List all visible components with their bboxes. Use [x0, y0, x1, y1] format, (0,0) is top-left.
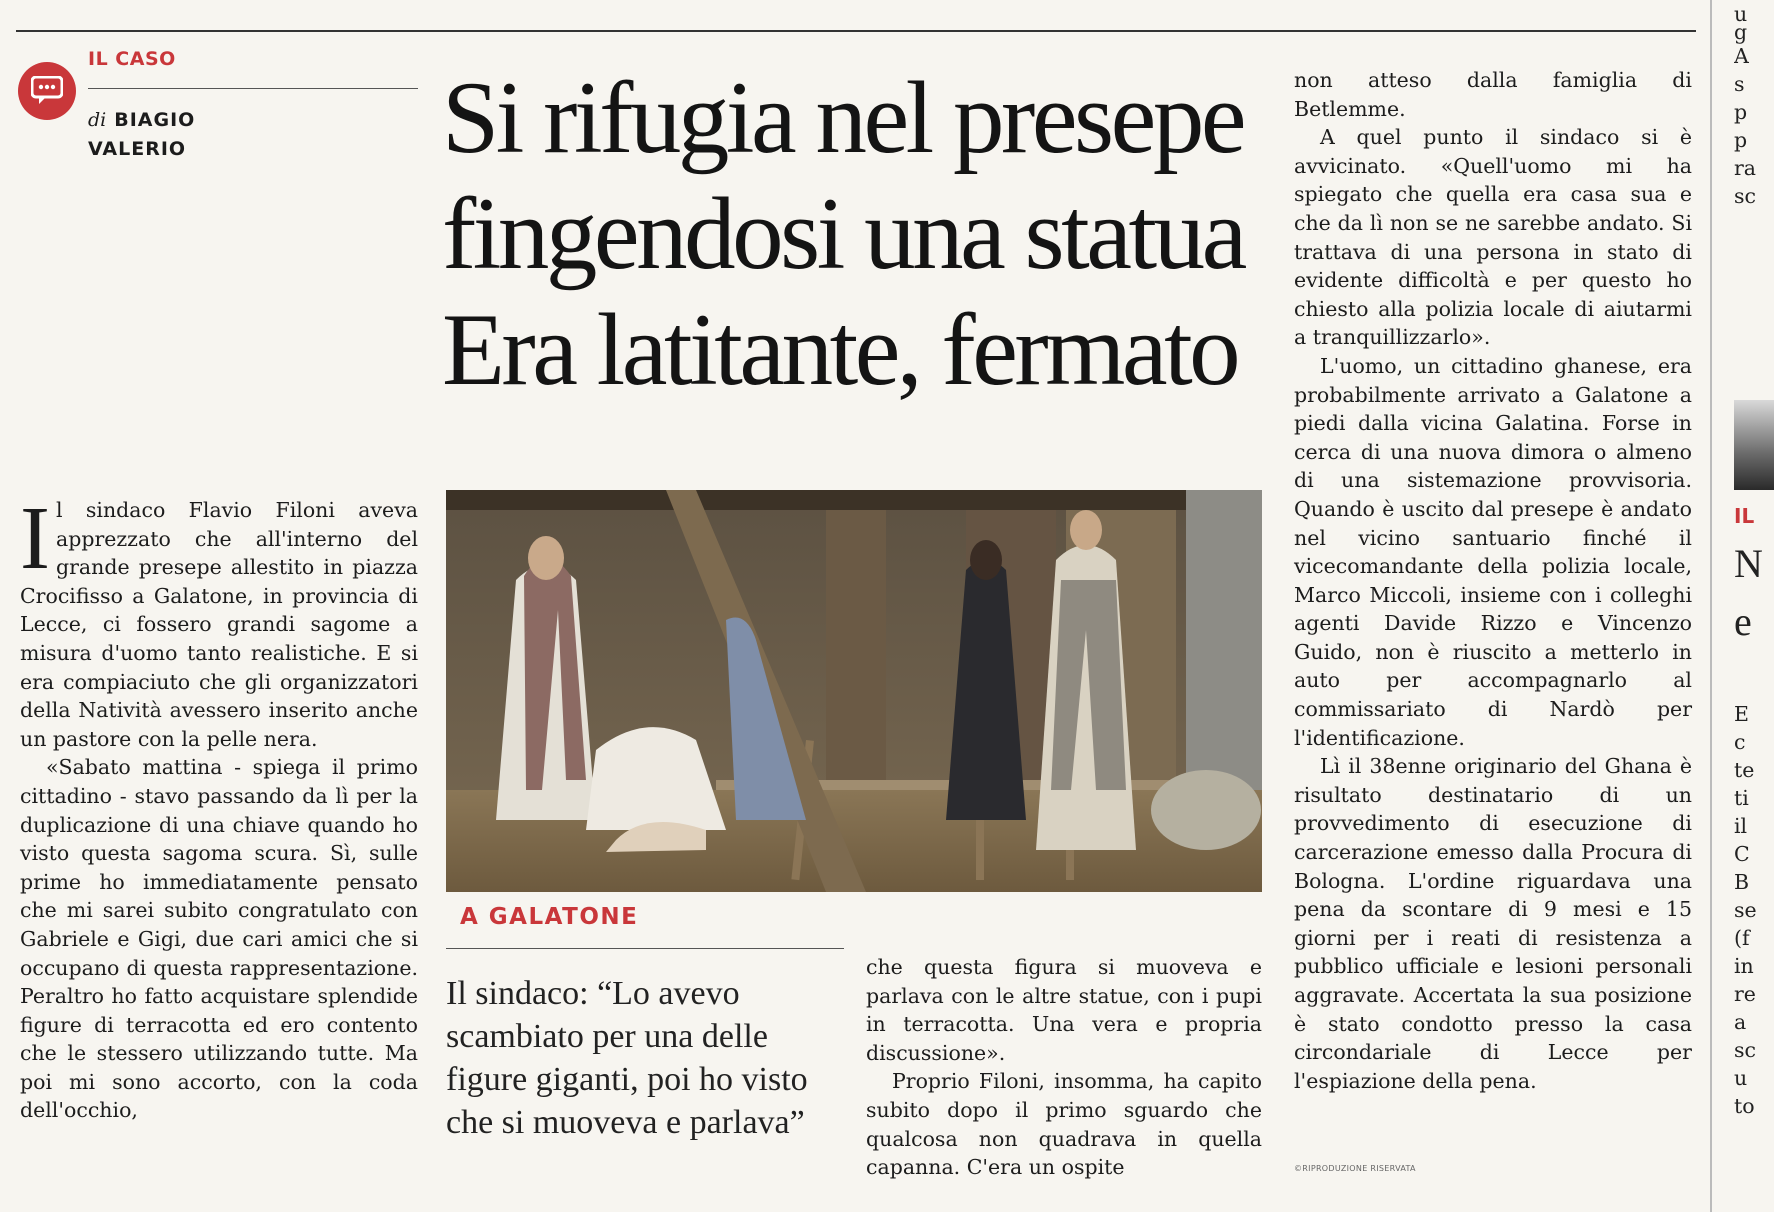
pull-quote: Il sindaco: “Lo avevo scambiato per una delle figure giganti, poi ho visto che si muoveva e parlava” — [446, 975, 808, 1141]
neighbor-text: (f — [1734, 926, 1750, 950]
neighbor-text: C — [1734, 842, 1750, 866]
neighbor-text: ra — [1734, 156, 1757, 180]
neighbor-text: re — [1734, 982, 1756, 1006]
headline-line-1: Si rifugia nel presepe — [442, 61, 1244, 175]
article-column-3 — [866, 953, 1262, 1182]
paragraph: L'uomo, un cittadino ghanese, era probabilmente arrivato a Galatone a piedi dalla vicina Galatina. Forse in cerca di una nuova dimora o almeno di una sistemazione provvisoria. Quando è uscito dal presepe è andato nel vicino santuario finché il vicecomandante della polizia locale, Marco Miccoli, insieme con i colleghi agenti Davide Rizzo e Vincenzo Guido, non è riuscito a metterlo in auto per accompagnarlo al commissariato di Nardò per l'identificazione. — [1294, 353, 1692, 750]
copyright-credit: ©RIPRODUZIONE RISERVATA — [1294, 1164, 1416, 1173]
paragraph: «Sabato mattina - spiega il primo cittadino - stavo passando da lì per la duplicazione di una chiave quando ho visto questa sagoma scura. Sì, sulle prime ho immediatamente pensato che mi sarei subito congratulato con Gabriele e Gigi, due cari amici che si occupano di questa rappresentazione. Peraltro ho fatto acquistare splendide figure di terracotta ed ero contento che le stessero utilizzando tutte. Ma poi mi sono accorto, con la coda dell'occhio, — [20, 755, 418, 1123]
column-divider — [1710, 0, 1712, 1212]
article-column-4 — [1294, 66, 1692, 1095]
neighbor-text: s — [1734, 72, 1745, 96]
neighbor-kicker: IL — [1734, 504, 1755, 528]
neighbor-text: sc — [1734, 1038, 1757, 1062]
caption-rule — [446, 948, 844, 949]
nativity-scene-photo — [446, 490, 1262, 892]
neighbor-text: te — [1734, 758, 1755, 782]
neighbor-text: in — [1734, 954, 1754, 978]
neighbor-text: A — [1734, 44, 1749, 68]
neighbor-text: E — [1734, 702, 1749, 726]
neighbor-text: il — [1734, 814, 1748, 838]
paragraph — [20, 489, 418, 753]
headline-line-2: fingendosi una statua — [442, 177, 1244, 291]
top-rule — [16, 30, 1696, 32]
photo-location-label: A GALATONE — [460, 904, 639, 930]
speech-bubble-icon — [18, 62, 76, 120]
neighbor-text: c — [1734, 730, 1746, 754]
section-kicker: IL CASO — [88, 48, 176, 70]
drop-cap: I — [20, 489, 50, 588]
headline-line-3: Era latitante, fermato — [442, 293, 1238, 407]
byline — [88, 106, 195, 164]
neighbor-text: to — [1734, 1094, 1755, 1118]
neighbor-headline: e — [1734, 599, 1752, 644]
paragraph-text: l sindaco Flavio Filoni aveva apprezzato che all'interno del grande presepe allestito in piazza Crocifisso a Galatone, in provincia di Lecce, ci fossero grandi sagome a misura d'uomo tanto realistiche. E si era compiaciuto che gli organizzatori della Natività avessero inserito anche un pastore con la pelle nera. — [20, 498, 418, 751]
neighbor-headline: N — [1734, 541, 1763, 586]
article-column-1 — [20, 489, 418, 1125]
paragraph: Proprio Filoni, insomma, ha capito subito dopo il primo sguardo che qualcosa non quadrava in quella capanna. C'era un ospite — [866, 1069, 1262, 1180]
byline-first-name: BIAGIO — [114, 109, 196, 131]
neighbor-text: p — [1734, 100, 1748, 124]
paragraph: che questa figura si muoveva e parlava con le altre statue, con i pupi in terracotta. Una vera e propria discussione». — [866, 955, 1262, 1065]
neighbor-text: se — [1734, 898, 1757, 922]
paragraph: non atteso dalla famiglia di Betlemme. — [1294, 68, 1692, 121]
byline-last-name: VALERIO — [88, 138, 187, 160]
neighbor-text: g — [1734, 20, 1748, 44]
paragraph: Lì il 38enne originario del Ghana è risultato destinatario di un provvedimento di esecuzione di carcerazione emesso dalla Procura di Bologna. L'ordine riguardava una pena da scontare di 9 mesi e 15 giorni per i reati di resistenza a pubblico ufficiale e lesioni personali aggravate. Accertata la sua posizione è stato condotto presso la casa circondariale di Lecce per l'espiazione della pena. — [1294, 754, 1692, 1093]
paragraph: A quel punto il sindaco si è avvicinato. «Quell'uomo mi ha spiegato che quella era casa sua e che da lì non se ne sarebbe andato. Si trattava di una persona in stato di evidente difficoltà e per questo ho chiesto alla polizia locale di aiutarmi a tranquillizzarlo». — [1294, 125, 1692, 350]
neighbor-text: u — [1734, 1066, 1748, 1090]
neighbor-text: sc — [1734, 184, 1757, 208]
neighbor-text: p — [1734, 128, 1748, 152]
neighbor-text: ti — [1734, 786, 1749, 810]
neighbor-text: u — [1734, 2, 1748, 26]
byline-prefix: di — [88, 109, 107, 131]
neighbor-text: a — [1734, 1010, 1747, 1034]
neighbor-text: B — [1734, 870, 1750, 894]
headline — [442, 60, 1242, 408]
neighbor-photo — [1734, 400, 1774, 490]
kicker-rule — [88, 88, 418, 89]
